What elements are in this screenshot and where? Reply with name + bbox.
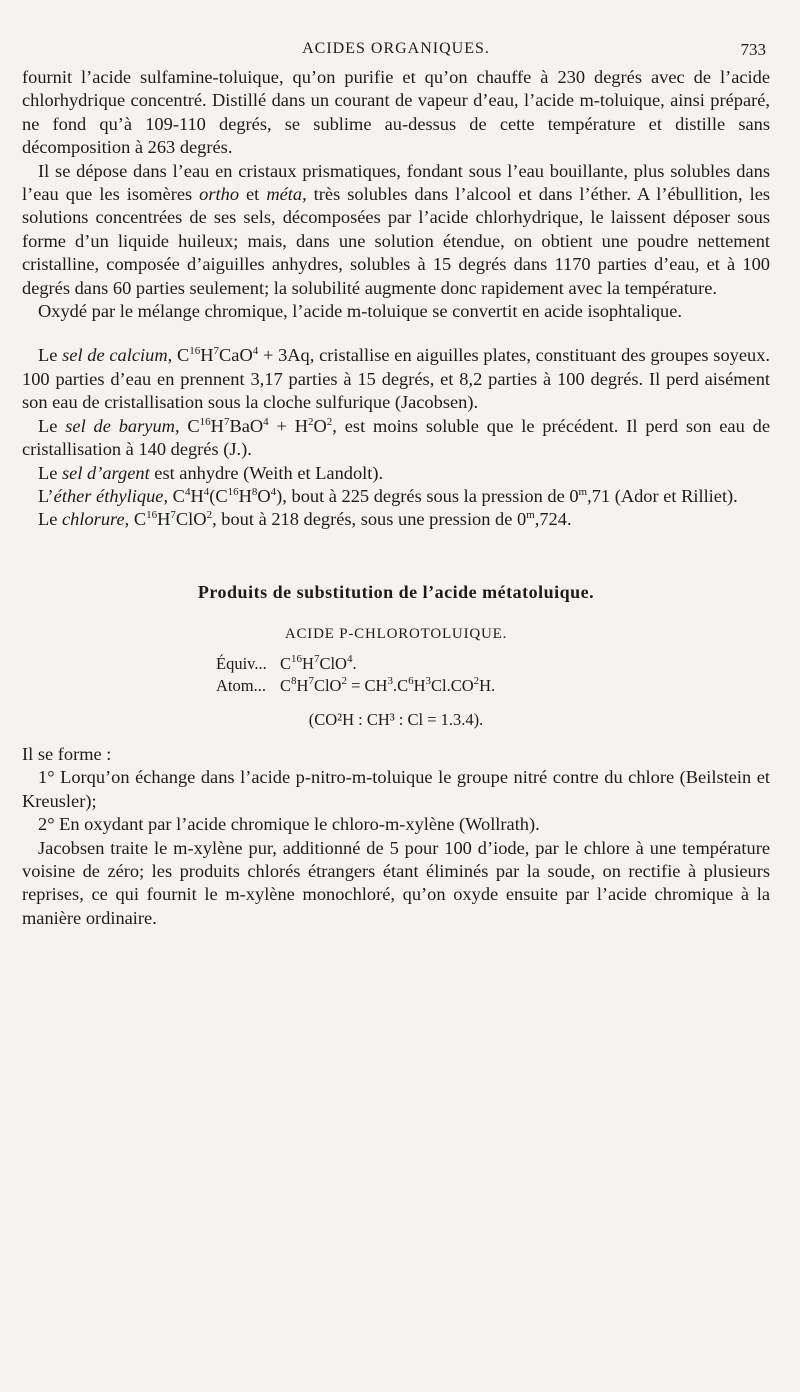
calcium-salt-name: sel de calcium — [62, 345, 168, 366]
paragraph-chloride: Le chlorure, $C^{16}H^7ClO^2$, bout à 218 degrés, sous une pression de 0$^m$,724. — [38, 509, 572, 530]
paragraph-ethyl-ether: L’éther éthylique, $C^4H^4(C^{16}H^8O^4)$, bout à 225 degrés sous la pression de 0$^m$,71 (Ador et Rilliet). — [38, 485, 738, 506]
section-title: Produits de substitution de l’acide métatoluique. — [197, 581, 595, 602]
page-number: 733 — [740, 40, 766, 59]
equivalent-formula: Équiv... $C^{16}H^7ClO^4$. — [216, 652, 357, 673]
paragraph-silver-salt: Le sel d’argent est anhydre (Weith et Landolt). — [38, 462, 384, 483]
baryum-salt-name: sel de baryum — [65, 415, 175, 436]
paragraph-baryum-salt: Le sel de baryum, $C^{16}H^7BaO^4 + H^2O^2$, est moins soluble que le précédent. Il perd son eau de cristallisation à 140 degrés (J.). — [22, 415, 770, 460]
formation-intro: Il se forme : — [22, 743, 112, 764]
chloride-name: chlorure — [62, 509, 125, 530]
ethyl-ether-name: éther éthylique — [53, 485, 164, 506]
compound-title: ACIDE P-CHLOROTOLUIQUE. — [284, 626, 508, 643]
page-header — [22, 40, 770, 66]
page-body — [22, 66, 770, 930]
atomic-formula: Atom... $C^8H^7ClO^2 = CH^3.C^6H^3Cl.CO^2H$. — [216, 674, 496, 695]
formation-method-1: 1° Lorqu’on échange dans l’acide p-nitro-m-toluique le groupe nitré contre du chlore (Beilstein et Kreusler); — [22, 767, 770, 811]
paragraph-preparation: fournit l’acide sulfamine-toluique, qu’on purifie et qu’on chauffe à 230 degrés avec de l’acide chlorhydrique concentré. Distillé dans un courant de vapeur d’eau, l’acide m-toluique, ainsi préparé, ne fond qu’à 109-110 degrés, se sublime au-dessus de cette température et distille sans décomposition à 263 degrés. — [22, 67, 770, 158]
formula-block — [216, 653, 770, 697]
paragraph-calcium-salt: Le sel de calcium, $C^{16}H^7CaO^4 + 3Aq$, cristallise en aiguilles plates, constituant des groupes soyeux. 100 parties d’eau en prennent 3,17 parties à 15 degrés, et 8,2 parties à 100 degrés. Il perd aisément son eau de cristallisation sous la cloche sulfurique (Jacobsen). — [22, 345, 771, 413]
running-head: ACIDES ORGANIQUES. — [302, 40, 490, 57]
meta-term: méta — [266, 184, 303, 205]
silver-salt-name: sel d’argent — [62, 462, 150, 483]
formation-method-2: 2° En oxydant par l’acide chromique le chloro-m-xylène (Wollrath). — [38, 814, 540, 835]
paragraph-oxidation: Oxydé par le mélange chromique, l’acide m-toluique se convertit en acide isophtalique. — [38, 301, 682, 322]
ortho-term: ortho — [199, 184, 240, 205]
substituent-positions: (CO²H : CH³ : Cl = 1.3.4). — [308, 709, 484, 729]
paragraph-properties: Il se dépose dans l’eau en cristaux prismatiques, fondant sous l’eau bouillante, plus solubles dans l’eau que les isomères ortho et méta, très solubles dans l’alcool et dans l’éther. A l’ébullition, les solutions concentrées de ses sels, décomposées par l’acide chlorhydrique, le laissent déposer sous forme d’un liquide huileux; mais, dans une solution étendue, on obtient une poudre nettement cristalline, composée d’aiguilles anhydres, solubles à 15 degrés dans 1170 parties d’eau, et à 100 degrés dans 60 parties seulement; la solubilité augmente donc rapidement avec la température. — [22, 160, 771, 298]
paragraph-jacobsen: Jacobsen traite le m-xylène pur, additionné de 5 pour 100 d’iode, par le chlore à une température voisine de zéro; les produits chlorés étrangers étant éliminés par la soude, on rectifie à plusieurs reprises, ce qui fournit le m-xylène monochloré, qu’on oxyde ensuite par l’acide chromique à la manière ordinaire. — [22, 837, 770, 928]
